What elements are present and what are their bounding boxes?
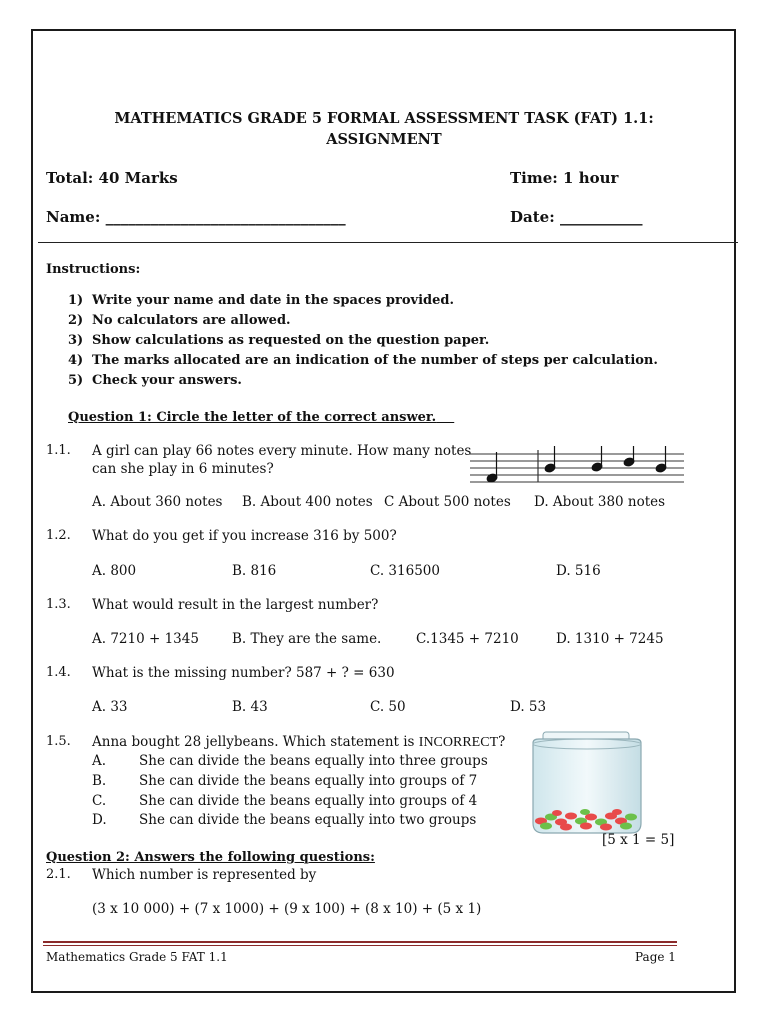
option-d[interactable]: She can divide the beans equally into two groups (139, 812, 477, 828)
option-d[interactable]: D. 53 (510, 699, 547, 715)
instruction-number: 2) (68, 313, 84, 328)
question-text: What do you get if you increase 316 by 500? (92, 528, 397, 544)
option-c[interactable]: C About 500 notes (384, 494, 511, 510)
option-a[interactable]: She can divide the beans equally into three groups (139, 753, 488, 769)
page-title: MATHEMATICS GRADE 5 FORMAL ASSESSMENT TASK (FAT) 1.1: (114, 110, 654, 127)
question-text: What is the missing number? 587 + ? = 630 (92, 665, 395, 681)
option-a[interactable]: A. 7210 + 1345 (92, 631, 199, 647)
instruction-number: 4) (68, 353, 84, 368)
option-c[interactable]: C. 50 (370, 699, 406, 715)
question-number: 1.4. (46, 665, 71, 680)
question-text: Anna bought 28 jellybeans. Which statement is INCORRECT? (92, 734, 506, 750)
instruction-text: Show calculations as requested on the question paper. (92, 333, 490, 348)
question1-heading: Question 1: Circle the letter of the correct answer. (68, 410, 437, 425)
option-b[interactable]: B. About 400 notes (242, 494, 373, 510)
footer-rule (43, 941, 677, 943)
instruction-text: The marks allocated are an indication of the number of steps per calculation. (92, 353, 658, 368)
question-text: What would result in the largest number? (92, 597, 379, 613)
music-staff-icon (470, 446, 686, 488)
total-marks: Total: 40 Marks (46, 169, 178, 187)
option-letter[interactable]: C. (92, 793, 107, 809)
question-text: A girl can play 66 notes every minute. How many notes (92, 443, 472, 459)
instruction-text: Write your name and date in the spaces provided. (92, 293, 455, 308)
option-b[interactable]: B. 43 (232, 699, 268, 715)
name-field: Name: ________________________________ (46, 208, 346, 226)
question1-marks: [5 x 1 = 5] (602, 832, 675, 848)
option-b[interactable]: B. They are the same. (232, 631, 382, 647)
instruction-text: No calculators are allowed. (92, 313, 291, 328)
question-number: 1.3. (46, 597, 71, 612)
question-text: Which number is represented by (92, 867, 317, 883)
option-d[interactable]: D. 516 (556, 563, 601, 579)
option-b[interactable]: B. 816 (232, 563, 277, 579)
option-c[interactable]: C.1345 + 7210 (416, 631, 519, 647)
date-field: Date: ___________ (510, 208, 643, 226)
question-number: 1.5. (46, 734, 71, 749)
option-letter[interactable]: B. (92, 773, 107, 789)
option-d[interactable]: D. About 380 notes (534, 494, 666, 510)
option-a[interactable]: A. 33 (92, 699, 128, 715)
instructions-heading: Instructions: (46, 262, 141, 277)
option-b[interactable]: She can divide the beans equally into groups of 7 (139, 773, 478, 789)
option-d[interactable]: D. 1310 + 7245 (556, 631, 664, 647)
instruction-number: 3) (68, 333, 84, 348)
page-number: Page 1 (635, 950, 676, 964)
question-number: 1.2. (46, 528, 71, 543)
option-a[interactable]: A. About 360 notes (92, 494, 223, 510)
instruction-number: 1) (68, 293, 84, 308)
option-letter[interactable]: A. (92, 753, 107, 769)
time-limit: Time: 1 hour (510, 169, 619, 187)
question-number: 1.1. (46, 443, 71, 458)
header-divider (38, 242, 738, 243)
instruction-number: 5) (68, 373, 84, 388)
question2-heading: Question 2: Answers the following questions: (46, 850, 375, 865)
option-letter[interactable]: D. (92, 812, 107, 828)
option-c[interactable]: She can divide the beans equally into groups of 4 (139, 793, 478, 809)
page-title-line2: ASSIGNMENT (326, 131, 442, 148)
footer-title: Mathematics Grade 5 FAT 1.1 (46, 950, 228, 964)
option-a[interactable]: A. 800 (92, 563, 137, 579)
jellybean-jar-icon (527, 729, 647, 835)
instruction-text: Check your answers. (92, 373, 242, 388)
expression: (3 x 10 000) + (7 x 1000) + (9 x 100) + (8 x 10) + (5 x 1) (92, 901, 482, 917)
option-c[interactable]: C. 316500 (370, 563, 440, 579)
footer-rule-thin (43, 945, 677, 946)
question-number: 2.1. (46, 867, 71, 882)
question-text-line2: can she play in 6 minutes? (92, 461, 274, 477)
